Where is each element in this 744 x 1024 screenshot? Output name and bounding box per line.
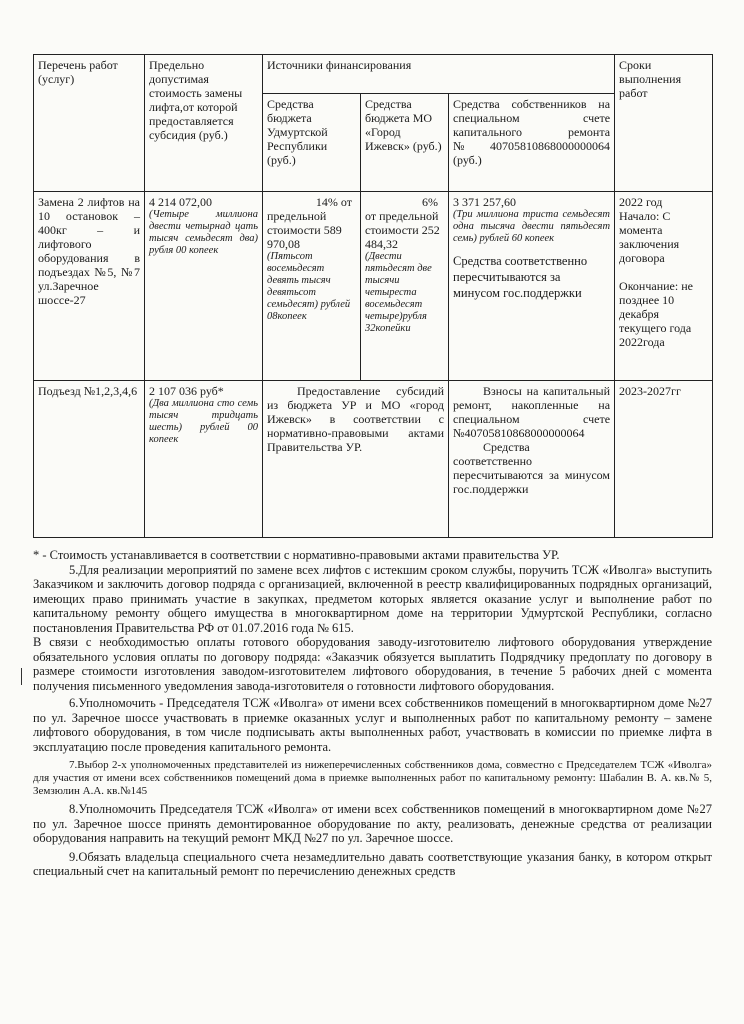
row1-mo-percent: 6% — [422, 195, 438, 209]
row1-owners-words: (Три миллиона триста семьдесят одна тысяча двести пятьдесят семь) рублей 60 копеек — [453, 209, 611, 244]
table-row — [34, 381, 713, 538]
row1-owners-value: 3 371 257,60 — [453, 195, 516, 209]
row1-terms — [615, 192, 713, 381]
row1-mo — [361, 192, 449, 381]
subheader-owners: Средства собственников на специальном счете капитального ремонта №40705810868000000064 (руб.) — [449, 94, 615, 192]
paragraph-5: 5.Для реализации мероприятий по замене всех лифтов с истекшим сроком службы, поручить ТСЖ «Иволга» выступить Заказчиком и заключить договор подряда с организацией, включенной в реестр квалифицированных подрядных организаций, имеющих право принимать участие в закупках, предметом которых является оказание услуг и выполнение работ по капитальному ремонту общего имущества в многоквартирном доме на территории Удмуртской Республики, согласно постановления Правительства РФ от 01.07.2016 года № 615. — [33, 562, 712, 635]
row1-owners — [449, 192, 615, 381]
row2-terms: 2023-2027гг — [615, 381, 713, 538]
paragraph-5-continuation: В связи с необходимостью оплаты готового оборудования заводу-изготовителю лифтового оборудования утверждение обязательного условия оплаты по договору подряда: «Заказчик обязуется выплатить Подрядчику предоплату по договору в размере стоимости изготовления заводом-изготовителем лифтового оборудования, в течение 5 рабочих дней с момента получения письменного уведомления завода-изготовителя о готовности лифтового оборудования. — [33, 635, 712, 693]
row2-owners-note: Средства соответственно пересчитываются за минусом гос.поддержки — [453, 440, 611, 496]
document-body — [33, 548, 712, 879]
financing-table — [33, 54, 713, 538]
paragraph-8: 8.Уполномочить Председателя ТСЖ «Иволга» от имени всех собственников помещений в многоквартирном доме №27 по ул. Заречное шоссе принять демонтированное оборудование по акту, реализовать, денежные средства от реализации оборудования направить на текущий ремонт МКД №27 по ул. Заречное шоссе. — [33, 802, 712, 845]
header-cost — [145, 55, 263, 192]
row1-works: Замена 2 лифтов на 10 остановок – 400кг – и лифтового оборудования в подъездах №5, №7 ул.Заречное шоссе-27 — [34, 192, 145, 381]
header-sources: Источники финансирования — [263, 55, 615, 94]
row1-cost-words: (Четыре миллиона двести четырнад цать тысяч семьдесят два) рубля 00 копеек — [149, 209, 258, 256]
paragraph-7: 7.Выбор 2-х уполномоченных представителей из нижеперечисленных собственников дома, совместно с Председателем ТСЖ «Иволга» для участия от имени всех собственников помещений дома в приемке выполненных работ по капитальному ремонту: Шабалин В. А. кв.№ 5, Земзюлин А.А. кв.№145 — [33, 759, 712, 797]
row2-owners-text: Взносы на капитальный ремонт, накопленные на специальном счете №40705810868000000064 — [453, 384, 611, 440]
row1-ur-percent: 14% от — [315, 195, 352, 209]
row1-terms-end: Окончание: не позднее 10 декабря текущего года 2022года — [619, 279, 693, 349]
table-row — [34, 192, 713, 381]
paragraph-6: 6.Уполномочить - Председателя ТСЖ «Иволга» от имени всех собственников помещений в многоквартирном доме №27 по ул. Заречное шоссе участвовать в приемке оказанных услуг и выполненных работ по капитальному ремонту – замене лифтового оборудования, в том числе подписывать акты выполненных работ, участвовать в комиссии по приемке лифта в эксплуатацию после проведения капитального ремонта. — [33, 696, 712, 754]
row1-mo-words: (Двести пятьдесят две тысячи четыреста восемьдесят четыре)рубля 32копейки — [365, 251, 432, 334]
row2-cost-value: 2 107 036 руб* — [149, 384, 224, 398]
subheader-ur: Средства бюджета Удмуртской Республики (руб.) — [263, 94, 361, 192]
header-terms: Сроки выполнения работ — [615, 55, 713, 192]
header-works: Перечень работ (услуг) — [34, 55, 145, 192]
row1-ur-words: (Пятьсот восемьдесят девять тысяч девятьсот семьдесят) рублей 08копеек — [267, 251, 351, 322]
row2-cost — [145, 381, 263, 538]
row1-cost — [145, 192, 263, 381]
row1-mo-text: от предельной стоимости 252 484,32 — [365, 209, 440, 251]
row2-cost-words: (Два миллиона сто семь тысяч тридцать шесть) рублей 00 копеек — [149, 398, 258, 445]
row2-subsidy: Предоставление субсидий из бюджета УР и МО «город Ижевск» в соответствии с нормативно-правовыми актами Правительства УР. — [263, 381, 449, 538]
table-header-row — [34, 55, 713, 94]
row2-works: Подъезд №1,2,3,4,6 — [34, 381, 145, 538]
paragraph-9: 9.Обязать владельца специального счета незамедлительно давать соответствующие указания банку, в котором открыт специальный счет на капитальный ремонт по перечислению денежных средств — [33, 849, 712, 878]
header-cost-text: Предельно допустимая стоимость замены лифта,от которой предоставляется субсидия (руб.) — [149, 58, 243, 142]
subheader-mo: Средства бюджета МО «Город Ижевск» (руб.) — [361, 94, 449, 192]
row1-terms-start: Начало: С момента заключения договора — [619, 209, 680, 265]
row1-owners-note: Средства соответственно пересчитываются за минусом гос.поддержки — [453, 254, 588, 300]
row2-owners — [449, 381, 615, 538]
row1-terms-year: 2022 год — [619, 195, 663, 209]
row1-ur-text: предельной стоимости 589 970,08 — [267, 209, 342, 251]
row1-cost-value: 4 214 072,00 — [149, 195, 212, 209]
row1-ur — [263, 192, 361, 381]
footnote: * - Стоимость устанавливается в соответствии с нормативно-правовыми актами правительства УР. — [33, 548, 560, 562]
margin-edit-mark — [21, 668, 22, 685]
